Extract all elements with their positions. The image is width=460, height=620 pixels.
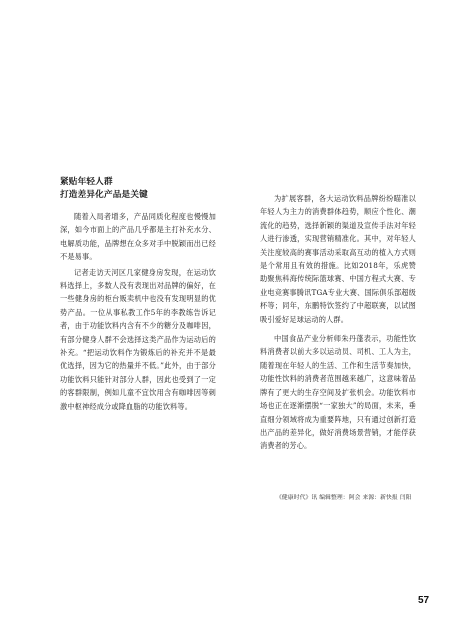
left-column: [60, 176, 216, 413]
heading-line-1: 紧贴年轻人群: [60, 177, 113, 187]
left-paragraph: 随着入局者增多，产品同质化程度也慢慢加深，如今市面上的产品几乎都是主打补充水分、电解质功能，品牌想在众多对手中脱颖而出已经不是易事。: [60, 212, 216, 262]
source-credit: 《健康时代》讯 编辑整理：阿会 来源：新快报 闫阳: [276, 495, 412, 501]
right-column: [260, 192, 416, 453]
section-heading: [60, 176, 216, 202]
page-number: 57: [418, 595, 430, 606]
left-paragraph: 记者走访天河区几家健身房发现，在运动饮料选择上，多数人没有表现出对品牌的偏好，在一些健身房的柜台贩卖机中也没有发现明显的优势产品。一位从事私教工作5年的李教练告诉记者，由于功能饮料内含有不少的糖分及咖啡因，有部分健身人群不会选择这类产品作为运动后的补充。“把运动饮料作为锻炼后的补充并不是最优选择，因为它的热量并不低。”此外，由于部分功能饮料只能针对部分人群，因此也受到了一定的客群限制，例如儿童不宜饮用含有咖啡因等刺激中枢神经成分或降血脂的功能饮料等。: [60, 267, 216, 411]
heading-line-2: 打造差异化产品是关键: [60, 190, 148, 200]
right-paragraph: 为扩展客群，各大运动饮料品牌纷纷瞄准以年轻人为主力的消费群体趋势，顺应个性化、潮流化的趋势，选择新颖的渠道及宣传手法对年轻人进行渗透，实现营销精准化。其中，对年轻人关注度较高的赛事活动采取高互动的植入方式则是个常用且有效的措施。比如2018年，乐虎赞助聚焦科海传统际篮球赛、中国方程式大赛、专业电竞赛事腾讯TGA专业大赛、国际俱乐部超级杯等；同年，东鹏特饮签约了中超联赛，以试图吸引爱好足球运动的人群。: [260, 194, 416, 324]
right-paragraph: 中国食品产业分析师朱丹蓬表示，功能性饮料消费者以前大多以运动员、司机、工人为主，随着现在年轻人的生活、工作和生活节奏加快，功能性饮料的消费者范围越来越广，这意味着品牌有了更大的生存空间及扩张机会。功能饮料市场也正在逐渐摆脱“一家独大”的局面，未来，垂直细分领域将成为重要阵地，只有通过创新打造出产品的差异化，做好消费场景营销，才能俘获消费者的芳心。: [260, 334, 416, 451]
